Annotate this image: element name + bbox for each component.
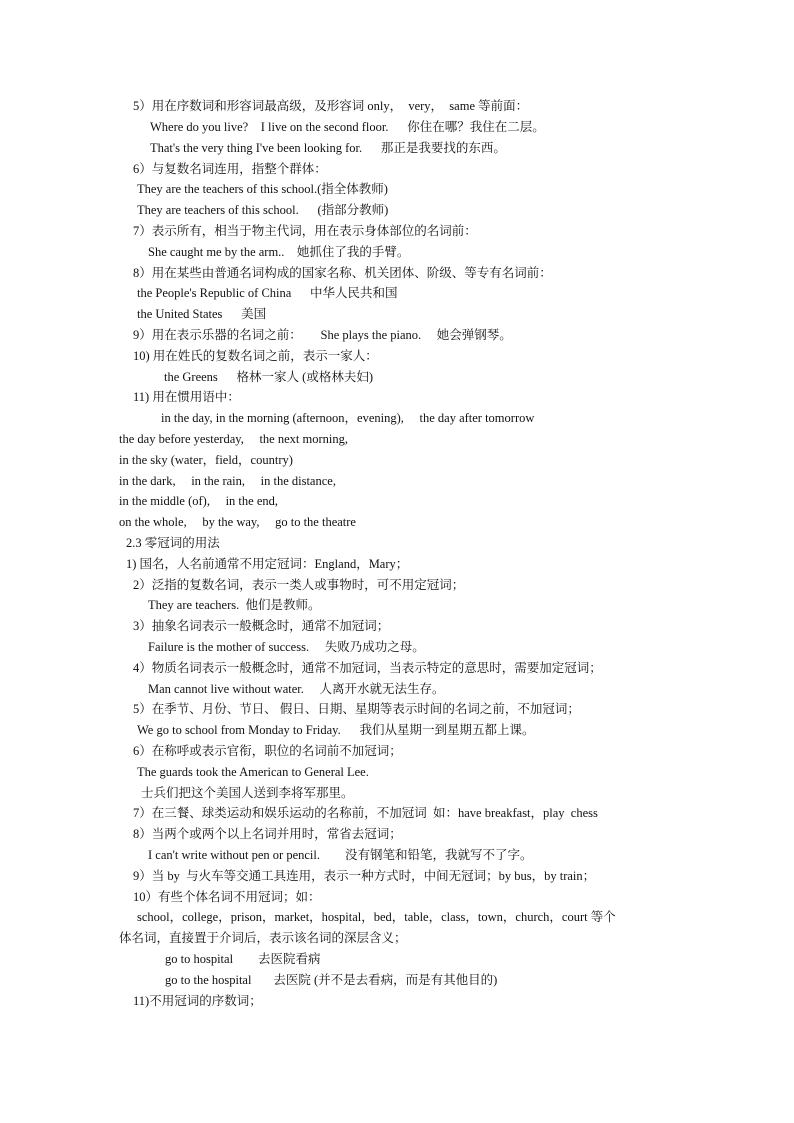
- text-line: That's the very thing I've been looking for. 那正是我要找的东西。: [150, 141, 506, 155]
- text-line: 士兵们把这个美国人送到李将军那里。: [141, 786, 354, 800]
- text-line: 11) 用在惯用语中：: [133, 390, 240, 404]
- text-line: 9）当 by 与火车等交通工具连用，表示一种方式时，中间无冠词；by bus，by train；: [133, 869, 596, 883]
- text-line: 7）表示所有，相当于物主代词，用在表示身体部位的名词前：: [133, 224, 477, 238]
- text-line: They are the teachers of this school.(指全体教师): [137, 182, 388, 196]
- text-line: in the day, in the morning (afternoon，evening), the day after tomorrow: [161, 411, 535, 425]
- text-line: They are teachers of this school. (指部分教师): [137, 203, 389, 217]
- section-heading: 2.3 零冠词的用法: [126, 536, 220, 550]
- text-line: Where do you live? I live on the second floor. 你住在哪？我住在二层。: [150, 120, 545, 134]
- text-line: go to the hospital 去医院 (并不是去看病，而是有其他目的): [165, 973, 498, 987]
- text-line: I can't write without pen or pencil. 没有钢笔和铅笔，我就写不了字。: [148, 848, 533, 862]
- text-line: 体名词，直接置于介词后，表示该名词的深层含义；: [119, 931, 407, 945]
- text-line: the People's Republic of China 中华人民共和国: [137, 286, 398, 300]
- text-line: the Greens 格林一家人 (或格林夫妇): [164, 370, 373, 384]
- text-line: in the middle (of), in the end,: [119, 494, 278, 508]
- text-line: in the sky (water，field，country): [119, 453, 293, 467]
- text-line: 9）用在表示乐器的名词之前： She plays the piano. 她会弹钢琴。: [133, 328, 512, 342]
- text-line: school，college，prison，market，hospital，bed，table，class，town，church，court 等个: [137, 910, 616, 924]
- text-line: 4）物质名词表示一般概念时，通常不加冠词，当表示特定的意思时，需要加定冠词；: [133, 661, 602, 675]
- text-line: 8）用在某些由普通名词构成的国家名称、机关团体、阶级、等专有名词前：: [133, 266, 552, 280]
- text-line: 5）用在序数词和形容词最高级，及形容词 only， very， same 等前面：: [133, 99, 529, 113]
- text-line: 10) 用在姓氏的复数名词之前，表示一家人：: [133, 349, 378, 363]
- text-line: 11)不用冠词的序数词；: [133, 994, 262, 1008]
- text-line: 3）抽象名词表示一般概念时，通常不加冠词；: [133, 619, 390, 633]
- text-line: in the dark, in the rain, in the distance,: [119, 474, 336, 488]
- text-line: 6）在称呼或表示官衔，职位的名词前不加冠词；: [133, 744, 402, 758]
- text-line: She caught me by the arm.. 她抓住了我的手臂。: [148, 245, 410, 259]
- text-line: Man cannot live without water. 人离开水就无法生存。: [148, 682, 445, 696]
- text-line: The guards took the American to General Lee.: [137, 765, 369, 779]
- text-line: 8）当两个或两个以上名词并用时，常省去冠词；: [133, 827, 402, 841]
- text-line: 7）在三餐、球类运动和娱乐运动的名称前，不加冠词 如：have breakfast，play chess: [133, 806, 598, 820]
- text-line: Failure is the mother of success. 失败乃成功之母。: [148, 640, 425, 654]
- text-line: 2）泛指的复数名词，表示一类人或事物时，可不用定冠词；: [133, 578, 465, 592]
- text-line: 5）在季节、月份、节日、 假日、日期、星期等表示时间的名词之前，不加冠词；: [133, 702, 580, 716]
- text-line: the day before yesterday, the next morning,: [119, 432, 348, 446]
- text-line: We go to school from Monday to Friday. 我们从星期一到星期五都上课。: [137, 723, 535, 737]
- text-line: 6）与复数名词连用，指整个群体：: [133, 162, 327, 176]
- text-line: the United States 美国: [137, 307, 267, 321]
- text-line: 10）有些个体名词不用冠词；如：: [133, 890, 321, 904]
- text-line: 1) 国名，人名前通常不用定冠词：England，Mary；: [126, 557, 409, 571]
- text-line: on the whole, by the way, go to the theatre: [119, 515, 356, 529]
- text-line: They are teachers. 他们是教师。: [148, 598, 321, 612]
- text-line: go to hospital 去医院看病: [165, 952, 321, 966]
